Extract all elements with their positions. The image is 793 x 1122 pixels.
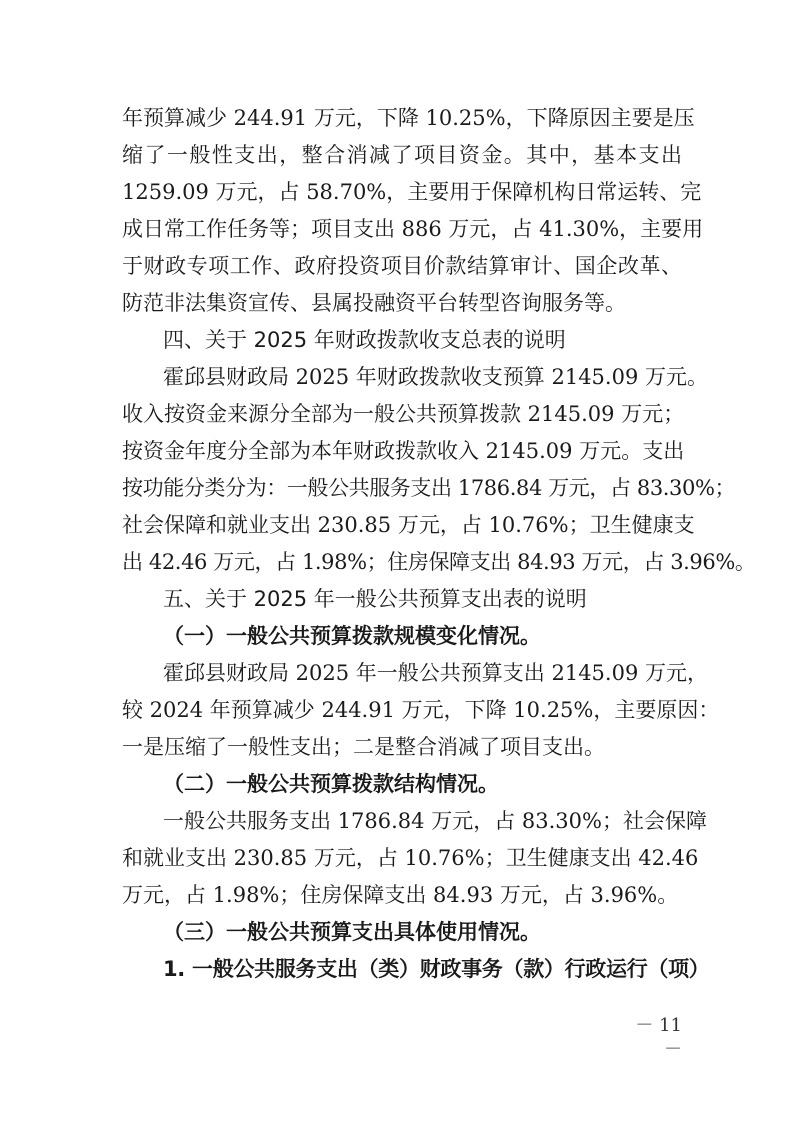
- paragraph-2-line-1: 霍邱县财政局 2025 年财政拨款收支预算 2145.09 万元。: [163, 365, 708, 389]
- paragraph-1-line-3: 1259.09 万元，占 58.70%，主要用于保障机构日常运转、完: [122, 180, 702, 204]
- paragraph-1-line-5: 于财政专项工作、政府投资项目价款结算审计、国企改革、: [122, 254, 682, 278]
- subsection-3-heading: （三）一般公共预算支出具体使用情况。: [163, 920, 541, 944]
- subsection-1-heading: （一）一般公共预算拨款规模变化情况。: [163, 624, 541, 648]
- paragraph-4-line-3: 万元，占 1.98%；住房保障支出 84.93 万元，占 3.96%。: [122, 883, 679, 907]
- paragraph-2-line-2: 收入按资金来源分全部为一般公共预算拨款 2145.09 万元；: [122, 402, 685, 426]
- section-4-heading: 四、关于 2025 年财政拨款收支总表的说明: [163, 328, 566, 352]
- paragraph-1-line-6: 防范非法集资宣传、县属投融资平台转型咨询服务等。: [122, 291, 626, 315]
- paragraph-1-line-2: 缩了一般性支出，整合消减了项目资金。其中，基本支出: [122, 143, 682, 167]
- section-5-heading: 五、关于 2025 年一般公共预算支出表的说明: [163, 587, 587, 611]
- paragraph-3-line-3: 一是压缩了一般性支出；二是整合消减了项目支出。: [122, 735, 605, 759]
- paragraph-3-line-2: 较 2024 年预算减少 244.91 万元，下降 10.25%，主要原因：: [122, 698, 720, 722]
- paragraph-2-line-4: 按功能分类分为：一般公共服务支出 1786.84 万元，占 83.30%；: [122, 476, 736, 500]
- paragraph-2-line-3: 按资金年度分全部为本年财政拨款收入 2145.09 万元。支出: [122, 439, 685, 463]
- paragraph-1-line-1: 年预算减少 244.91 万元，下降 10.25%，下降原因主要是压: [122, 106, 695, 130]
- page-number: － 11 －: [635, 1015, 682, 1060]
- paragraph-1-line-4: 成日常工作任务等；项目支出 886 万元，占 41.30%，主要用: [122, 217, 704, 241]
- paragraph-4-line-1: 一般公共服务支出 1786.84 万元，占 83.30%；社会保障: [163, 809, 707, 833]
- paragraph-3-line-1: 霍邱县财政局 2025 年一般公共预算支出 2145.09 万元，: [163, 661, 708, 685]
- paragraph-4-line-2: 和就业支出 230.85 万元，占 10.76%；卫生健康支出 42.46: [122, 846, 699, 870]
- item-1-heading: 1. 一般公共服务支出（类）财政事务（款）行政运行（项）: [163, 957, 710, 981]
- paragraph-2-line-6: 出 42.46 万元，占 1.98%；住房保障支出 84.93 万元，占 3.96%。: [122, 550, 756, 574]
- subsection-2-heading: （二）一般公共预算拨款结构情况。: [163, 772, 499, 796]
- paragraph-2-line-5: 社会保障和就业支出 230.85 万元，占 10.76%；卫生健康支: [122, 513, 695, 537]
